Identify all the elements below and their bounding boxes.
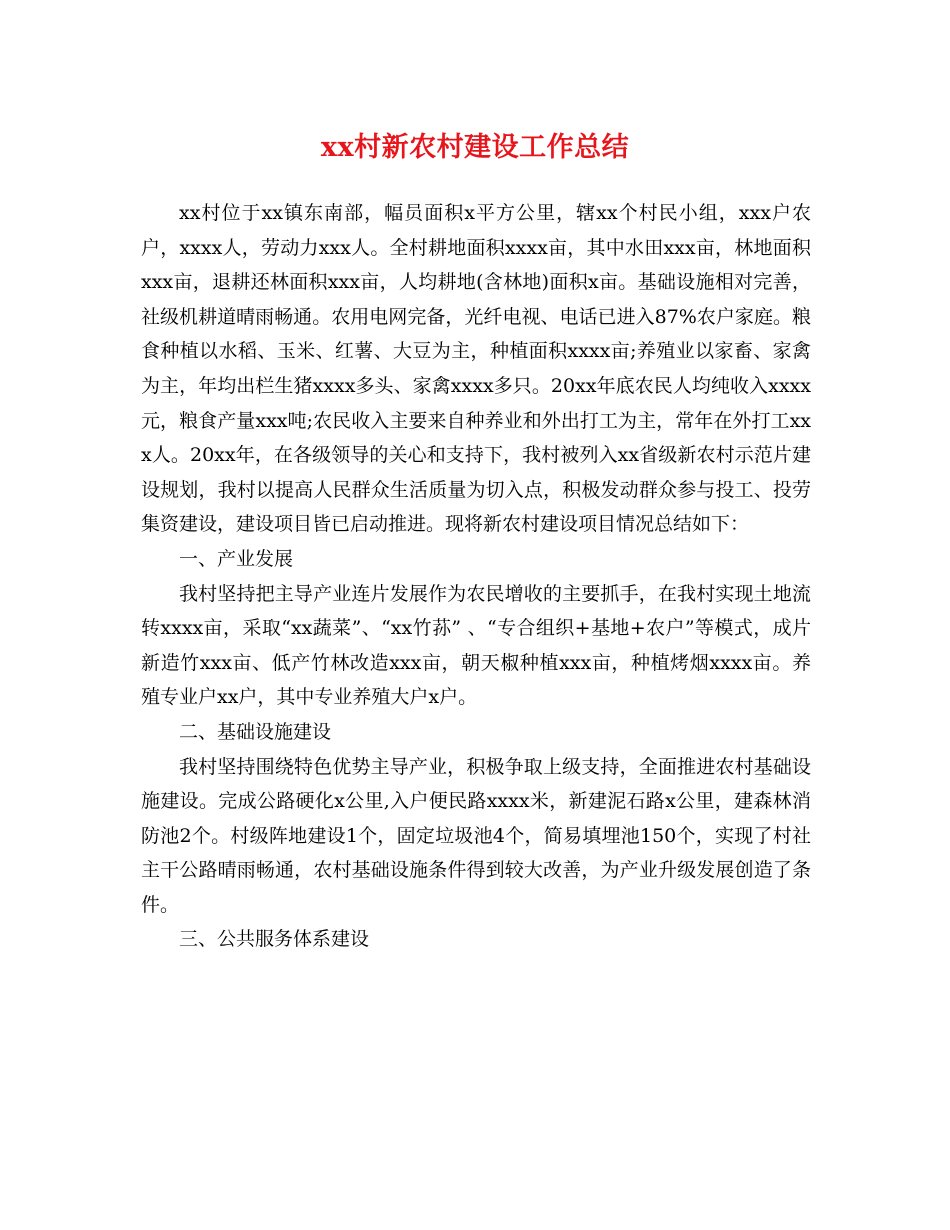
document-title: xx村新农村建设工作总结 bbox=[320, 132, 630, 163]
section-heading-infrastructure: 二、基础设施建设 bbox=[179, 720, 332, 743]
document-body bbox=[141, 196, 811, 957]
section-heading-industry: 一、产业发展 bbox=[179, 547, 294, 570]
section-paragraph-industry: 我村坚持把主导产业连片发展作为农民增收的主要抓手，在我村实现土地流转xxxx亩，采取“xx蔬菜”、“xx竹荪” 、“专合组织+基地+农户”等模式，成片新造竹xxx亩、低产竹林改造xxx亩，朝天椒种植xxx亩，种植烤烟xxxx亩。养殖专业户xx户，其中专业养殖大户x户。 bbox=[141, 582, 811, 709]
section-heading-public-service: 三、公共服务体系建设 bbox=[179, 928, 370, 951]
intro-paragraph: xx村位于xx镇东南部，幅员面积x平方公里，辖xx个村民小组，xxx户农户，xxxx人，劳动力xxx人。全村耕地面积xxxx亩，其中水田xxx亩，林地面积xxx亩，退耕还林面积xxx亩，人均耕地(含林地)面积x亩。基础设施相对完善，社级机耕道晴雨畅通。农用电网完备，光纤电视、电话已进入87%农户家庭。粮食种植以水稻、玉米、红薯、大豆为主，种植面积xxxx亩;养殖业以家畜、家禽为主，年均出栏生猪xxxx多头、家禽xxxx多只。20xx年底农民人均纯收入xxxx元，粮食产量xxx吨;农民收入主要来自种养业和外出打工为主，常年在外打工xxx人。20xx年，在各级领导的关心和支持下，我村被列入xx省级新农村示范片建设规划，我村以提高人民群众生活质量为切入点，积极发动群众参与投工、投劳集资建设，建设项目皆已启动推进。现将新农村建设项目情况总结如下： bbox=[141, 202, 811, 536]
section-paragraph-infrastructure: 我村坚持围绕特色优势主导产业，积极争取上级支持，全面推进农村基础设施建设。完成公路硬化x公里,入户便民路xxxx米，新建泥石路x公里，建森林消防池2个。村级阵地建设1个，固定垃圾池4个，简易填埋池150个，实现了村社主干公路晴雨畅通，农村基础设施条件得到较大改善，为产业升级发展创造了条件。 bbox=[141, 755, 811, 916]
